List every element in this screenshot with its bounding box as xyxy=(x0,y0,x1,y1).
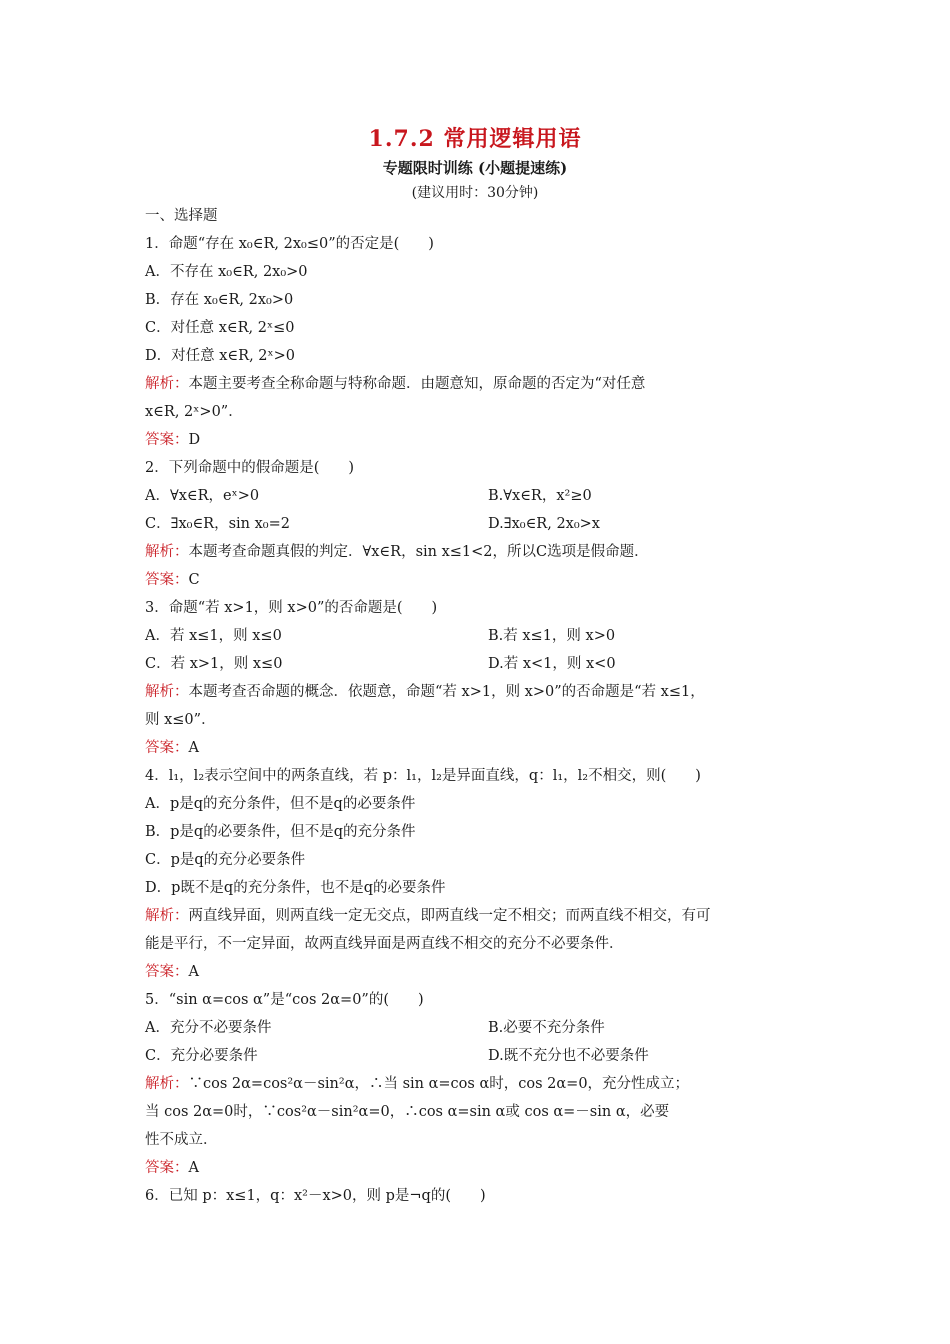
q4-analysis-line2: 能是平行，不一定异面，故两直线异面是两直线不相交的充分不必要条件． xyxy=(145,936,624,952)
q2-options-row1 xyxy=(145,485,810,507)
analysis-label: 解析： xyxy=(145,684,189,700)
q3-options-row1 xyxy=(145,625,810,647)
q3-analysis-line2: 则 x≤0”． xyxy=(145,712,216,728)
q1-option-c: C．对任意 x∈R, 2ˣ≤0 xyxy=(145,320,295,336)
q5-option-b: B.必要不充分条件 xyxy=(488,1020,605,1036)
section-heading: 一、选择题 xyxy=(145,208,218,224)
q3-stem: 3．命题“若 x>1，则 x>0”的否命题是( ) xyxy=(145,600,438,616)
q2-option-b: B.∀x∈R，x²≥0 xyxy=(488,488,592,504)
analysis-label: 解析： xyxy=(145,544,189,560)
q2-answer-value: C xyxy=(188,572,200,588)
q4-analysis-line1: 两直线异面，则两直线一定无交点，即两直线一定不相交；而两直线不相交，有可 xyxy=(188,908,711,924)
q3-options-row2 xyxy=(145,653,810,675)
q4-option-a: A．p是q的充分条件，但不是q的必要条件 xyxy=(145,796,416,812)
q3-analysis xyxy=(145,681,810,703)
q3-answer xyxy=(145,737,810,759)
q3-option-a: A．若 x≤1，则 x≤0 xyxy=(145,628,282,644)
q2-answer xyxy=(145,569,810,591)
q4-option-c: C．p是q的充分必要条件 xyxy=(145,852,306,868)
q2-stem: 2．下列命题中的假命题是( ) xyxy=(145,460,355,476)
q2-analysis xyxy=(145,541,810,563)
analysis-label: 解析： xyxy=(145,1076,189,1092)
q1-answer xyxy=(145,429,810,451)
q5-analysis-line3: 性不成立． xyxy=(145,1132,218,1148)
q6-stem: 6．已知 p：x≤1，q：x²－x>0，则 p是¬q的( ) xyxy=(145,1188,486,1204)
q4-stem: 4．l₁，l₂表示空间中的两条直线，若 p：l₁，l₂是异面直线，q：l₁，l₂不相交，则( ) xyxy=(145,768,701,784)
q2-options-row2 xyxy=(145,513,810,535)
page-title: 1.7.2 常用逻辑用语 xyxy=(368,126,582,152)
q2-option-d: D.∃x₀∈R, 2x₀>x xyxy=(488,516,600,532)
q5-answer-value: A xyxy=(188,1160,199,1176)
q3-option-c: C．若 x>1，则 x≤0 xyxy=(145,656,283,672)
q1-option-d: D．对任意 x∈R, 2ˣ>0 xyxy=(145,348,296,364)
q5-analysis xyxy=(145,1073,810,1095)
answer-label: 答案： xyxy=(145,1160,189,1176)
q5-analysis-line1: ∵cos 2α=cos²α－sin²α，∴当 sin α=cos α时，cos 2α=0，充分性成立； xyxy=(188,1076,690,1092)
q5-option-a: A．充分不必要条件 xyxy=(145,1020,272,1036)
time-note: (建议用时：30分钟) xyxy=(411,185,539,201)
q1-analysis xyxy=(145,373,810,395)
analysis-label: 解析： xyxy=(145,908,189,924)
q1-option-b: B．存在 x₀∈R, 2x₀>0 xyxy=(145,292,294,308)
q1-option-a: A．不存在 x₀∈R, 2x₀>0 xyxy=(145,264,308,280)
analysis-label: 解析： xyxy=(145,376,189,392)
q5-option-c: C．充分必要条件 xyxy=(145,1048,258,1064)
answer-label: 答案： xyxy=(145,572,189,588)
q5-answer xyxy=(145,1157,810,1179)
q5-options-row1 xyxy=(145,1017,810,1039)
q2-analysis-line1: 本题考查命题真假的判定．∀x∈R，sin x≤1<2，所以C选项是假命题． xyxy=(188,544,649,560)
q5-stem: 5．“sin α=cos α”是“cos 2α=0”的( ) xyxy=(145,992,424,1008)
q1-stem: 1．命题“存在 x₀∈R, 2x₀≤0”的否定是( ) xyxy=(145,236,434,252)
q3-option-b: B.若 x≤1，则 x>0 xyxy=(488,628,616,644)
q5-option-d: D.既不充分也不必要条件 xyxy=(488,1048,649,1064)
q3-answer-value: A xyxy=(188,740,199,756)
q1-analysis-line1: 本题主要考查全称命题与特称命题．由题意知，原命题的否定为“对任意 xyxy=(188,376,646,392)
q1-answer-value: D xyxy=(188,432,201,448)
q5-options-row2 xyxy=(145,1045,810,1067)
q4-option-d: D．p既不是q的充分条件，也不是q的必要条件 xyxy=(145,880,446,896)
q3-analysis-line1: 本题考查否命题的概念．依题意，命题“若 x>1，则 x>0”的否命题是“若 x≤1， xyxy=(188,684,705,700)
q3-option-d: D.若 x<1，则 x<0 xyxy=(488,656,616,672)
answer-label: 答案： xyxy=(145,964,189,980)
page-subtitle: 专题限时训练 (小题提速练) xyxy=(382,159,568,177)
q5-analysis-line2: 当 cos 2α=0时，∵cos²α－sin²α=0，∴cos α=sin α或 cos α=－sin α，必要 xyxy=(145,1104,670,1120)
q4-answer-value: A xyxy=(188,964,199,980)
answer-label: 答案： xyxy=(145,740,189,756)
q4-option-b: B．p是q的必要条件，但不是q的充分条件 xyxy=(145,824,416,840)
q4-analysis xyxy=(145,905,810,927)
answer-label: 答案： xyxy=(145,432,189,448)
q1-analysis-line2: x∈R, 2ˣ>0”． xyxy=(145,404,243,420)
q2-option-c: C．∃x₀∈R，sin x₀=2 xyxy=(145,516,290,532)
q4-answer xyxy=(145,961,810,983)
q2-option-a: A．∀x∈R，eˣ>0 xyxy=(145,488,260,504)
